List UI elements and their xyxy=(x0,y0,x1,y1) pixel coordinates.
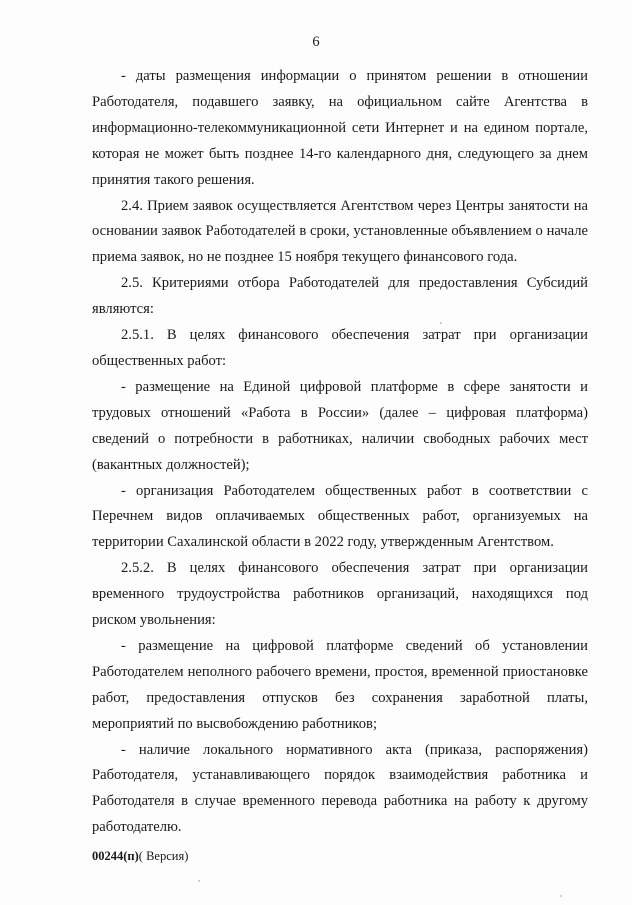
paragraph-public-works: - организация Работодателем общественных работ в соответствии с Перечнем видов оплачиваемых общественных работ, организуемых на территории Сахалинской области в 2022 году, утвержденным Агентством. xyxy=(92,482,588,551)
document-version: ( Версия) xyxy=(138,849,189,863)
paragraph-2-5-2: 2.5.2. В целях финансового обеспечения затрат при организации временного трудоустройства работников организаций, находящихся под риском увольнения: xyxy=(92,560,588,629)
scan-speck xyxy=(198,880,200,882)
scan-speck xyxy=(440,322,442,324)
paragraph-2-5: 2.5. Критериями отбора Работодателей для предоставления Субсидий являются: xyxy=(92,275,588,318)
paragraph-2-5-1: 2.5.1. В целях финансового обеспечения затрат при организации общественных работ: xyxy=(92,327,588,369)
page-number: 6 xyxy=(312,34,320,50)
paragraph-local-act: - наличие локального нормативного акта (приказа, распоряжения) Работодателя, устанавливающего порядок взаимодействия работника и Работодателя в случае временного перевода работника на работу к другому работодателю. xyxy=(92,741,588,836)
scan-speck xyxy=(560,895,562,897)
document-body xyxy=(92,64,588,841)
paragraph-part-time-info: - размещение на цифровой платформе сведений об установлении Работодателем неполного рабочего времени, простоя, временной приостановке работ, предоставления отпусков без сохранения заработной платы, мероприятий по высвобождению работников; xyxy=(92,637,588,732)
document-code: 00244(п) xyxy=(92,849,139,863)
document-footer xyxy=(92,849,188,864)
paragraph-publication-date: - даты размещения информации о принятом решении в отношении Работодателя, подавшего заявку, на официальном сайте Агентства в информационно-телекоммуникационной сети Интернет и на едином портале, которая не может быть позднее 14-го календарного дня, следующего за днем принятия такого решения. xyxy=(92,68,588,188)
paragraph-2-4: 2.4. Прием заявок осуществляется Агентством через Центры занятости на основании заявок Работодателей в сроки, установленные объявлением о начале приема заявок, но не позднее 15 ноября текущего финансового года. xyxy=(92,197,588,266)
paragraph-digital-platform: - размещение на Единой цифровой платформе в сфере занятости и трудовых отношений «Работа в России» (далее – цифровая платформа) сведений о потребности в работниках, наличии свободных рабочих мест (вакантных должностей); xyxy=(92,378,588,473)
